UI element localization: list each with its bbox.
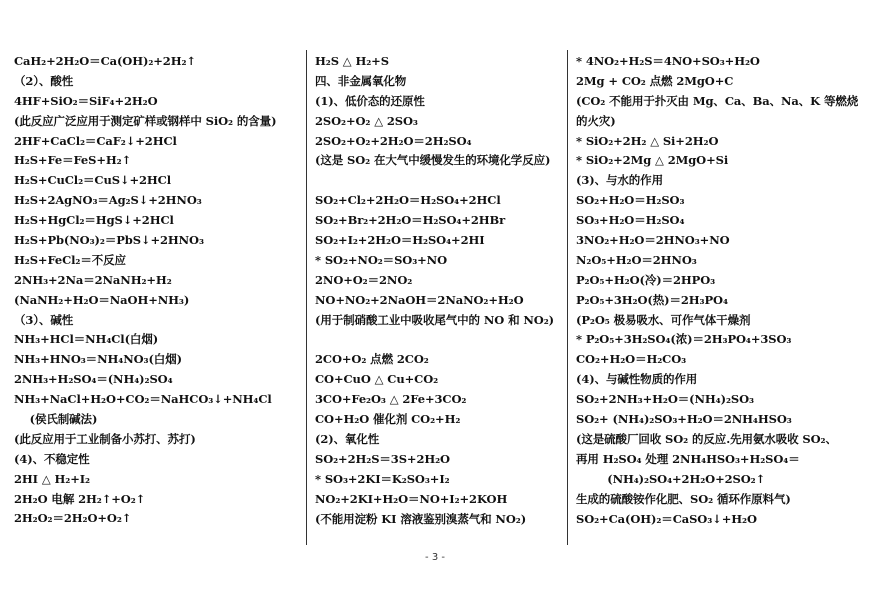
equation-line: * SiO₂+2Mg △ 2MgO+Si (576, 153, 729, 168)
equation-line: 3NO₂+H₂O＝2HNO₃+NO (576, 233, 730, 248)
equation-line: SO₂+2NH₃+H₂O＝(NH₄)₂SO₃ (576, 392, 754, 407)
note-line: (P₂O₅ 极易吸水、可作气体干燥剂 (576, 312, 751, 327)
equation-line: 2Mg + CO₂ 点燃 2MgO+C (576, 73, 734, 88)
note-line: (此反应广泛应用于测定矿样或钢样中 SiO₂ 的含量) (14, 113, 277, 128)
equation-line: 2NH₃+2Na＝2NaNH₂+H₂ (14, 272, 172, 287)
note-line: 生成的硫酸铵作化肥、SO₂ 循环作原料气) (576, 491, 791, 506)
equation-line: H₂S △ H₂+S (315, 54, 389, 68)
equation-line: NH₃+HCl＝NH₄Cl(白烟) (14, 332, 159, 347)
equation-line: P₂O₅+3H₂O(热)＝2H₃PO₄ (576, 292, 728, 307)
equation-line: 3CO+Fe₂O₃ △ 2Fe+3CO₂ (315, 392, 467, 407)
equation-line: SO₂+H₂O＝H₂SO₃ (576, 193, 685, 208)
equation-line: 2CO+O₂ 点燃 2CO₂ (315, 352, 429, 367)
section-heading: （2）、酸性 (14, 73, 74, 88)
equation-line: (NaNH₂+H₂O＝NaOH+NH₃) (14, 292, 190, 307)
note-line: (侯氏制碱法) (14, 412, 98, 427)
note-line: (用于制硝酸工业中吸收尾气中的 NO 和 NO₂) (315, 312, 554, 327)
equation-line: * P₂O₅+3H₂SO₄(浓)＝2H₃PO₄+3SO₃ (576, 332, 792, 347)
equation-line: 4HF+SiO₂＝SiF₄+2H₂O (14, 93, 158, 108)
equation-line: SO₂+ (NH₄)₂SO₃+H₂O＝2NH₄HSO₃ (576, 412, 792, 427)
column-right (576, 52, 866, 529)
equation-line: CO+CuO △ Cu+CO₂ (315, 372, 439, 387)
equation-line: 2H₂O 电解 2H₂↑+O₂↑ (14, 491, 146, 506)
equation-line: NO+NO₂+2NaOH＝2NaNO₂+H₂O (315, 292, 524, 307)
column-divider (306, 50, 307, 545)
equation-line: H₂S+FeCl₂＝不反应 (14, 252, 126, 267)
equation-line: H₂S+CuCl₂＝CuS↓+2HCl (14, 173, 171, 188)
equation-line: H₂S+Fe＝FeS+H₂↑ (14, 153, 132, 168)
column-left (14, 52, 294, 529)
equation-line: * SO₂+NO₂＝SO₃+NO (315, 252, 448, 267)
equation-line: 2SO₂+O₂ △ 2SO₃ (315, 113, 418, 128)
section-heading: (4)、与碱性物质的作用 (576, 372, 698, 387)
equation-line: NO₂+2KI+H₂O＝NO+I₂+2KOH (315, 491, 508, 506)
equation-line: * SiO₂+2H₂ △ Si+2H₂O (576, 133, 719, 148)
section-heading: 四、非金属氧化物 (315, 73, 407, 88)
equation-line: H₂S+HgCl₂＝HgS↓+2HCl (14, 213, 174, 228)
note-line: (这是 SO₂ 在大气中缓慢发生的环境化学反应) (315, 153, 551, 168)
equation-line: 2HF+CaCl₂＝CaF₂↓+2HCl (14, 133, 177, 148)
equation-line: SO₃+H₂O＝H₂SO₄ (576, 213, 685, 228)
equation-line: N₂O₅+H₂O＝2HNO₃ (576, 252, 697, 267)
equation-line: SO₂+I₂+2H₂O＝H₂SO₄+2HI (315, 233, 485, 248)
equation-line: P₂O₅+H₂O(冷)＝2HPO₃ (576, 272, 716, 287)
equation-line: NH₃+HNO₃＝NH₄NO₃(白烟) (14, 352, 182, 367)
equation-line: CO₂+H₂O＝H₂CO₃ (576, 352, 687, 367)
equation-line: 2NH₃+H₂SO₄＝(NH₄)₂SO₄ (14, 372, 173, 387)
section-heading: （3）、碱性 (14, 312, 74, 327)
page-number: - 3 - (425, 552, 445, 563)
equation-line: CO+H₂O 催化剂 CO₂+H₂ (315, 412, 461, 427)
note-line: (这是硫酸厂回收 SO₂ 的反应.先用氨水吸收 SO₂、 (576, 431, 837, 446)
equation-line: 2H₂O₂＝2H₂O+O₂↑ (14, 511, 132, 526)
section-heading: (4)、不稳定性 (14, 451, 90, 466)
equation-line: SO₂+Br₂+2H₂O＝H₂SO₄+2HBr (315, 213, 506, 228)
note-line: (此反应用于工业制备小苏打、苏打) (14, 431, 196, 446)
section-heading: (3)、与水的作用 (576, 173, 663, 188)
equation-line: H₂S+Pb(NO₃)₂＝PbS↓+2HNO₃ (14, 233, 204, 248)
section-heading: (1)、低价态的还原性 (315, 93, 425, 108)
column-divider (567, 50, 568, 545)
equation-line: 2HI △ H₂+I₂ (14, 471, 90, 486)
column-middle (315, 52, 565, 529)
note-line: (不能用淀粉 KI 溶液鉴别溴蒸气和 NO₂) (315, 511, 527, 526)
equation-line: * 4NO₂+H₂S＝4NO+SO₃+H₂O (576, 54, 760, 68)
equation-line: * SO₃+2KI＝K₂SO₃+I₂ (315, 471, 450, 486)
equation-line: CaH₂+2H₂O＝Ca(OH)₂+2H₂↑ (14, 54, 196, 68)
equation-line: 2NO+O₂＝2NO₂ (315, 272, 413, 287)
equation-line: NH₃+NaCl+H₂O+CO₂＝NaHCO₃↓+NH₄Cl (14, 392, 272, 407)
equation-line: SO₂+Cl₂+2H₂O＝H₂SO₄+2HCl (315, 193, 501, 208)
section-heading: (2)、氧化性 (315, 431, 380, 446)
equation-line: SO₂+2H₂S＝3S+2H₂O (315, 451, 450, 466)
equation-line: H₂S+2AgNO₃＝Ag₂S↓+2HNO₃ (14, 193, 202, 208)
equation-line: 2SO₂+O₂+2H₂O＝2H₂SO₄ (315, 133, 472, 148)
equation-line: SO₂+Ca(OH)₂＝CaSO₃↓+H₂O (576, 511, 757, 526)
note-line: (CO₂ 不能用于扑灭由 Mg、Ca、Ba、Na、K 等燃烧的火灾) (576, 93, 859, 128)
note-line: 再用 H₂SO₄ 处理 2NH₄HSO₃+H₂SO₄＝ (576, 451, 800, 466)
note-line: (NH₄)₂SO₄+2H₂O+2SO₂↑ (576, 471, 766, 486)
